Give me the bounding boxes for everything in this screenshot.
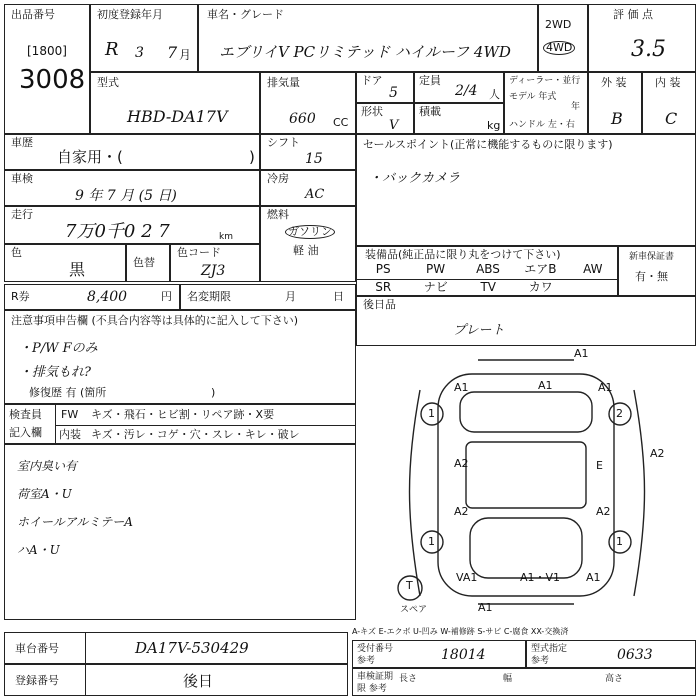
inspector-label-2: 記入欄 xyxy=(9,426,42,439)
equipment-box xyxy=(356,246,618,296)
remarks-box xyxy=(4,444,356,620)
model-box xyxy=(90,72,260,134)
shape-label: 形状 xyxy=(361,105,383,118)
displacement-value: 660 xyxy=(289,111,316,127)
car-name: エブリイV PCリミテッド ハイルーフ 4WD xyxy=(219,43,511,61)
reg-year: 3 xyxy=(135,45,144,61)
equipment-leather: カワ xyxy=(528,280,553,294)
int-items: キズ・汚レ・コゲ・穴・スレ・キレ・破レ xyxy=(91,428,300,441)
interior-value: C xyxy=(665,109,678,128)
circle-1: 1 xyxy=(428,407,435,420)
mark-3: A1 xyxy=(538,379,553,392)
reg-label: 登録番号 xyxy=(15,674,59,687)
rear-value: プレート xyxy=(453,323,505,338)
displacement-label: 排気量 xyxy=(267,76,300,89)
drive-box xyxy=(538,4,588,72)
equipment-label: 装備品(純正品に限り丸をつけて下さい) xyxy=(365,248,561,261)
reg-box xyxy=(4,664,348,696)
ac-box xyxy=(260,170,356,206)
fuel-box xyxy=(260,206,356,282)
reg-month-unit: 月 xyxy=(179,48,192,62)
lot-number: 3008 xyxy=(19,65,86,95)
car-hood xyxy=(460,392,592,432)
color-box xyxy=(4,244,126,282)
circle-4: 1 xyxy=(616,535,623,548)
name-change-box xyxy=(180,284,356,310)
lot-box xyxy=(4,4,90,134)
rating-box xyxy=(588,4,696,72)
mileage-value: 7万0千0 2 7 xyxy=(65,221,170,242)
inspector-label-1: 検査員 xyxy=(9,408,42,421)
approve-label: 受付番号 参考 xyxy=(357,644,394,666)
notes-line-2: ・排気もれ? xyxy=(19,365,91,380)
interior-label: 内 装 xyxy=(655,76,681,89)
repair-label: 修復歴 有 (箇所 xyxy=(29,386,107,399)
mileage-box xyxy=(4,206,260,244)
equipment-navi: ナビ xyxy=(423,280,448,294)
cert-label: 車検証期限 参考 xyxy=(357,672,394,694)
load-unit: kg xyxy=(487,119,501,132)
car-body xyxy=(438,374,614,596)
tax-yen: 円 xyxy=(161,290,172,303)
shape-box xyxy=(356,103,414,134)
notes-label: 注意事項申告欄 (不具合内容等は具体的に記入して下さい) xyxy=(11,314,299,327)
fw-items: キズ・飛石・ヒビ割・リペア跡・X要 xyxy=(91,408,275,421)
load-label: 積載 xyxy=(419,105,441,118)
mileage-label: 走行 xyxy=(11,208,33,221)
equipment-aw: AW xyxy=(583,262,603,276)
right-side xyxy=(634,390,645,596)
mark-5: A2 xyxy=(454,457,469,470)
mark-1: A1 xyxy=(574,347,589,360)
history-label: 車歴 xyxy=(11,136,33,149)
equipment-row-2 xyxy=(357,281,567,296)
capacity-value: 2/4 xyxy=(455,83,478,99)
inspection-box xyxy=(4,170,260,206)
model-value: HBD-DA17V xyxy=(127,107,228,126)
member-value: 0633 xyxy=(617,647,653,663)
tax-box xyxy=(4,284,180,310)
history-box xyxy=(4,134,260,170)
mark-4: A1 xyxy=(598,381,613,394)
color-code-value: ZJ3 xyxy=(201,263,226,279)
damage-diagram xyxy=(360,346,696,620)
first-reg-box xyxy=(90,4,198,72)
ac-value: AC xyxy=(305,187,325,202)
mark-2: A1 xyxy=(454,381,469,394)
approve-value: 18014 xyxy=(441,647,486,663)
member-label: 型式指定 参考 xyxy=(531,644,568,666)
fw-label: FW xyxy=(61,408,79,421)
name-change-day: 日 xyxy=(333,290,344,303)
warranty-box xyxy=(618,246,696,296)
color-code-label: 色コード xyxy=(177,246,221,259)
first-reg-label: 初度登録年月 xyxy=(97,8,163,21)
load-box xyxy=(414,103,504,134)
chassis-label: 車台番号 xyxy=(15,642,59,655)
drive-4wd: 4WD xyxy=(543,41,575,55)
approve-box xyxy=(352,640,526,668)
chassis-box xyxy=(4,632,348,664)
damage-legend: A-キズ E-エクボ U-凹み W-補修跡 S-サビ C-腐食 XX-交換済 xyxy=(352,627,569,636)
fuel-diesel: 軽 油 xyxy=(293,244,319,257)
remark-3: ホイールアルミテーA xyxy=(17,515,133,529)
inspection-value: 9 年 7 月 (5 日) xyxy=(75,188,177,204)
doors-label: ドア xyxy=(361,74,383,87)
mark-9: A2 xyxy=(596,505,611,518)
equipment-tv: TV xyxy=(480,280,497,294)
equipment-ps: PS xyxy=(375,262,391,276)
equipment-row-1 xyxy=(357,263,618,279)
warranty-value: 有・無 xyxy=(635,270,668,283)
interior-box xyxy=(642,72,696,134)
dealer-label: ディーラー・並行 xyxy=(509,76,581,86)
model-year-unit: 年 xyxy=(571,102,581,112)
remark-1: 室内臭い有 xyxy=(17,459,78,473)
sales-box xyxy=(356,134,696,246)
reg-month: 7 xyxy=(167,43,178,62)
displacement-unit: CC xyxy=(333,116,349,129)
notes-line-1: ・P/W Fのみ xyxy=(19,341,98,356)
equipment-sr: SR xyxy=(375,280,392,294)
repair-close: ) xyxy=(211,386,216,399)
exterior-box xyxy=(588,72,642,134)
notes-box xyxy=(4,310,356,404)
color-code-box xyxy=(170,244,260,282)
reg-value: 後日 xyxy=(183,672,214,690)
mark-7: A2 xyxy=(650,447,665,460)
history-paren-close: ) xyxy=(249,148,255,166)
width-label: 幅 xyxy=(503,674,513,684)
tax-label: R券 xyxy=(11,290,30,303)
tire-mark: T xyxy=(406,579,413,592)
capacity-box xyxy=(414,72,504,103)
chassis-value: DA17V-530429 xyxy=(135,639,249,657)
mark-8: A2 xyxy=(454,505,469,518)
rear-box xyxy=(356,296,696,346)
sales-label: セールスポイント(正常に機能するものに限ります) xyxy=(363,138,613,151)
cert-box xyxy=(352,668,696,696)
fuel-label: 燃料 xyxy=(267,208,289,221)
tax-amount: 8,400 xyxy=(87,289,128,305)
warranty-label: 新車保証書 xyxy=(629,252,675,262)
mark-13: A1 xyxy=(478,601,493,614)
color-value: 黒 xyxy=(69,260,86,279)
tire-sub: スペア xyxy=(400,605,428,615)
repaint-box xyxy=(126,244,170,282)
left-side xyxy=(410,390,421,596)
reg-era: R xyxy=(105,39,119,60)
mileage-unit: km xyxy=(219,232,233,242)
rating-label: 評 価 点 xyxy=(613,8,653,21)
mark-11: A1・V1 xyxy=(520,571,561,584)
exterior-value: B xyxy=(611,109,623,128)
name-change-label: 名変期限 xyxy=(187,290,231,303)
mark-6: E xyxy=(596,459,603,472)
model-label: 型式 xyxy=(97,76,119,89)
equipment-pw: PW xyxy=(426,262,446,276)
model-year-label: モデル 年式 xyxy=(509,92,557,102)
equipment-airbag: エアB xyxy=(524,262,557,276)
drive-2wd: 2WD xyxy=(545,18,572,31)
sales-point: ・バックカメラ xyxy=(369,171,461,186)
history-value: 自家用・( xyxy=(57,148,123,166)
len-label: 長さ xyxy=(399,674,418,684)
member-box xyxy=(526,640,696,668)
inspection-label: 車検 xyxy=(11,172,33,185)
doors-box xyxy=(356,72,414,103)
doors-value: 5 xyxy=(389,85,398,101)
displacement-box xyxy=(260,72,356,134)
repaint-label: 色替 xyxy=(133,256,155,269)
car-name-label: 車名・グレード xyxy=(207,8,284,21)
lot-label: 出品番号 xyxy=(11,8,55,21)
exterior-label: 外 装 xyxy=(601,76,627,89)
color-label: 色 xyxy=(11,246,22,259)
inspector-box xyxy=(4,404,356,444)
shift-value: 15 xyxy=(305,151,323,167)
remark-4: ハA・U xyxy=(17,543,60,557)
ac-label: 冷房 xyxy=(267,172,289,185)
car-name-box xyxy=(198,4,538,72)
int-label: 内装 xyxy=(59,428,81,441)
shape-value: V xyxy=(389,118,399,133)
rating-value: 3.5 xyxy=(631,37,666,62)
circle-2: 2 xyxy=(616,407,623,420)
lot-prefix: [1800] xyxy=(27,44,67,58)
height-label: 高さ xyxy=(605,674,624,684)
mark-10: VA1 xyxy=(456,571,478,584)
remark-2: 荷室A・U xyxy=(17,487,72,501)
equipment-abs: ABS xyxy=(476,262,500,276)
shift-box xyxy=(260,134,356,170)
car-roof xyxy=(466,442,586,508)
handle-label: ハンドル 左・右 xyxy=(509,120,575,130)
capacity-label: 定員 xyxy=(419,74,441,87)
circle-3: 1 xyxy=(428,535,435,548)
shift-label: シフト xyxy=(267,136,300,149)
capacity-unit: 人 xyxy=(489,88,500,101)
car-cargo xyxy=(470,518,582,578)
mark-12: A1 xyxy=(586,571,601,584)
rear-label: 後日品 xyxy=(363,298,396,311)
dealer-box xyxy=(504,72,588,134)
fuel-gasoline: ガソリン xyxy=(285,225,335,239)
name-change-month: 月 xyxy=(285,290,296,303)
